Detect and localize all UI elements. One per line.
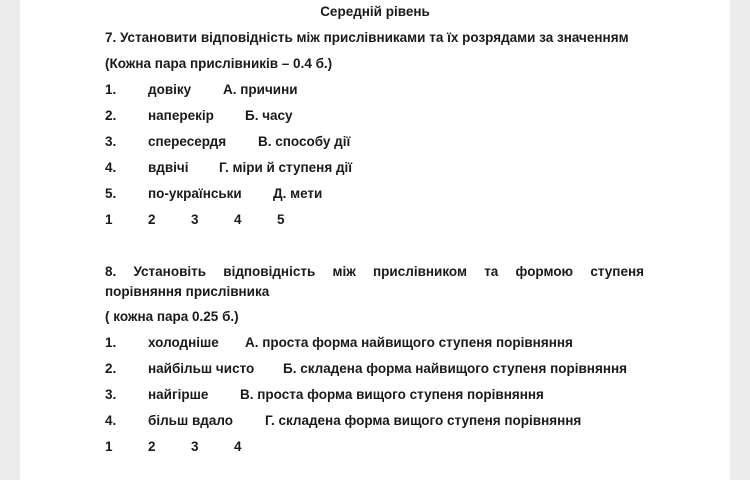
answer-number: 1 (105, 439, 113, 454)
task8-heading-line2: порівняння прислівника (105, 284, 270, 299)
answer-number: 4 (234, 212, 242, 227)
adverb: найбільш чисто (148, 361, 255, 376)
answer-number: 4 (234, 439, 242, 454)
adverb: довіку (148, 82, 192, 97)
adverb: вдвічі (148, 160, 189, 175)
adverb: більш вдало (148, 413, 233, 428)
document-page (20, 0, 730, 480)
task8-heading-line1: 8. Установіть відповідність між прислівником та формою ступеня (105, 264, 644, 279)
row-number: 4. (105, 413, 117, 428)
answer-number: 2 (148, 439, 156, 454)
answer-number: 5 (277, 212, 285, 227)
row-number: 5. (105, 186, 117, 201)
row-number: 1. (105, 82, 117, 97)
answer-number: 3 (191, 212, 199, 227)
degree-option: А. проста форма найвищого ступеня порівняння (245, 335, 573, 350)
row-number: 2. (105, 361, 117, 376)
degree-option: Б. складена форма найвищого ступеня порівняння (283, 361, 628, 376)
row-number: 3. (105, 387, 117, 402)
answer-number: 3 (191, 439, 199, 454)
adverb: по-українськи (148, 186, 242, 201)
row-number: 1. (105, 335, 117, 350)
answer-number: 2 (148, 212, 156, 227)
row-number: 4. (105, 160, 117, 175)
answer-number: 1 (105, 212, 113, 227)
page-title: Середній рівень (320, 4, 430, 19)
adverb: холодніше (148, 335, 219, 350)
adverb: найгірше (148, 387, 209, 402)
category-option: Г. міри й ступеня дії (219, 160, 353, 175)
row-number: 3. (105, 134, 117, 149)
category-option: В. способу дії (258, 134, 351, 149)
category-option: Д. мети (273, 186, 323, 201)
category-option: Б. часу (245, 108, 293, 123)
category-option: А. причини (223, 82, 298, 97)
adverb: наперекір (148, 108, 214, 123)
task7-note: (Кожна пара прислівників – 0.4 б.) (105, 56, 333, 71)
task7-heading: 7. Установити відповідність між прислівниками та їх розрядами за значенням (105, 30, 629, 45)
row-number: 2. (105, 108, 117, 123)
task8-note: ( кожна пара 0.25 б.) (105, 309, 239, 324)
degree-option: В. проста форма вищого ступеня порівняння (240, 387, 544, 402)
adverb: спересердя (148, 134, 227, 149)
degree-option: Г. складена форма вищого ступеня порівняння (265, 413, 582, 428)
